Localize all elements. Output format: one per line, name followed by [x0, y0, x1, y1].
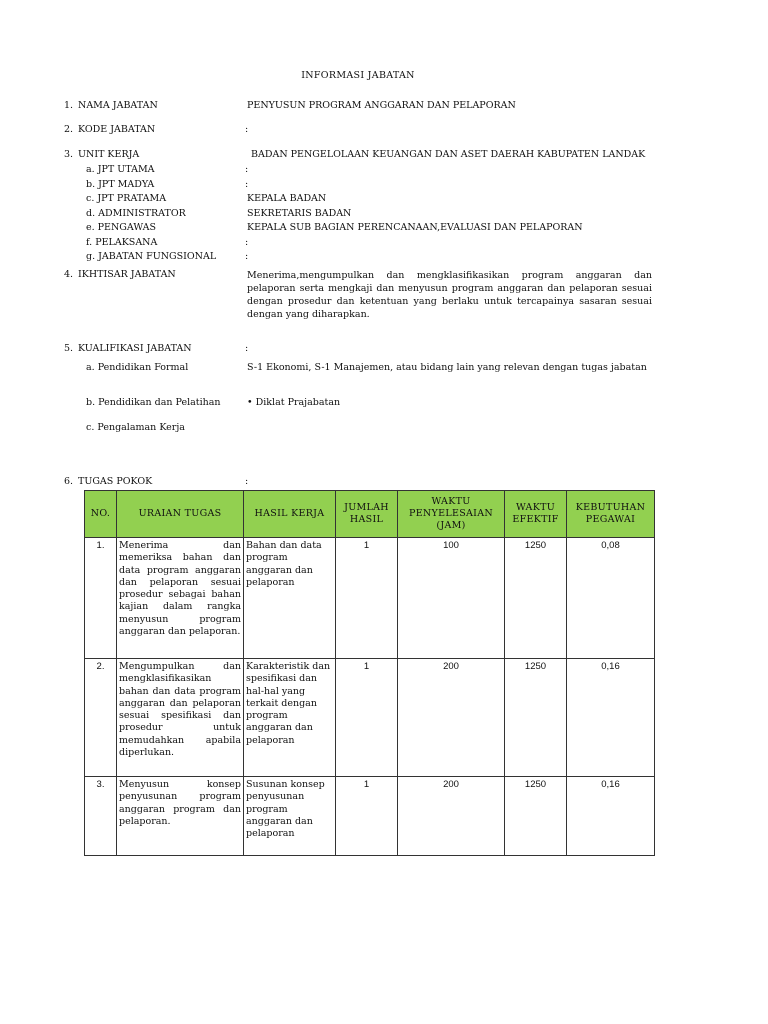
header-hasil-kerja: HASIL KERJA — [244, 491, 336, 538]
table-row — [85, 659, 655, 777]
header-waktu-penyelesaian: WAKTU PENYELESAIAN (JAM) — [398, 491, 505, 538]
unit-item-label: a. JPT UTAMA — [86, 164, 155, 175]
section-1-value: PENYUSUN PROGRAM ANGGARAN DAN PELAPORAN — [247, 100, 516, 111]
unit-item-colon: : — [245, 251, 249, 262]
unit-item-value: KEPALA BADAN — [247, 193, 327, 204]
section-3-number: 3. — [64, 149, 74, 160]
header-waktu-efektif: WAKTU EFEKTIF — [505, 491, 567, 538]
main-duties-table — [84, 490, 655, 856]
section-4-label: IKHTISAR JABATAN — [78, 269, 176, 280]
unit-item-label: f. PELAKSANA — [86, 237, 158, 248]
header-kebutuhan-pegawai: KEBUTUHAN PEGAWAI — [567, 491, 655, 538]
header-jumlah-hasil: JUMLAH HASIL — [336, 491, 398, 538]
section-3-label: UNIT KERJA — [78, 149, 140, 160]
section-6-colon: : — [245, 476, 249, 487]
cell-jumlah: 1 — [336, 538, 398, 659]
section-1-number: 1. — [64, 100, 74, 111]
section-5-colon: : — [245, 343, 249, 354]
unit-item-colon: : — [245, 179, 249, 190]
cell-no: 1. — [85, 538, 117, 659]
table-row — [85, 777, 655, 856]
table-row — [85, 538, 655, 659]
cell-kebutuhan: 0,08 — [567, 538, 655, 659]
job-summary-text: Menerima,mengumpulkan dan mengklasifikasikan program anggaran dan pelaporan serta mengkaji dan menyusun program anggaran dan pelaporan sesuai dengan prosedur dan ketentuan yang berlaku untuk tercapainya sasaran sesuai dengan yang diharapkan. — [247, 270, 652, 320]
cell-jumlah: 1 — [336, 659, 398, 777]
cell-kebutuhan: 0,16 — [567, 777, 655, 856]
cell-no: 3. — [85, 777, 117, 856]
unit-item-label: d. ADMINISTRATOR — [86, 208, 186, 219]
cell-efektif: 1250 — [505, 777, 567, 856]
cell-waktu: 100 — [398, 538, 505, 659]
cell-hasil: Karakteristik dan spesifikasi dan hal-hal yang terkait dengan program anggaran dan pelaporan — [244, 659, 336, 777]
section-2-label: KODE JABATAN — [78, 124, 156, 135]
qualification-value: • Diklat Prajabatan — [247, 397, 341, 408]
unit-item-label: c. JPT PRATAMA — [86, 193, 167, 204]
cell-hasil: Bahan dan data program anggaran dan pelaporan — [244, 538, 336, 659]
unit-item-colon: : — [245, 237, 249, 248]
unit-item-label: b. JPT MADYA — [86, 179, 155, 190]
cell-hasil: Susunan konsep penyusunan program anggaran dan pelaporan — [244, 777, 336, 856]
section-6-label: TUGAS POKOK — [78, 476, 153, 487]
section-1-label: NAMA JABATAN — [78, 100, 158, 111]
unit-item-colon: : — [245, 164, 249, 175]
cell-waktu: 200 — [398, 659, 505, 777]
header-no: NO. — [85, 491, 117, 538]
section-4-number: 4. — [64, 269, 74, 280]
cell-jumlah: 1 — [336, 777, 398, 856]
header-uraian-tugas: URAIAN TUGAS — [117, 491, 244, 538]
document-title: INFORMASI JABATAN — [301, 70, 415, 81]
cell-uraian: Menyusun konsep penyusunan program anggaran program dan pelaporan. — [117, 777, 244, 856]
cell-kebutuhan: 0,16 — [567, 659, 655, 777]
qualification-label: c. Pengalaman Kerja — [86, 422, 185, 433]
cell-no: 2. — [85, 659, 117, 777]
qualification-label: b. Pendidikan dan Pelatihan — [86, 397, 221, 408]
unit-item-value: SEKRETARIS BADAN — [247, 208, 352, 219]
section-5-number: 5. — [64, 343, 74, 354]
unit-item-label: g. JABATAN FUNGSIONAL — [86, 251, 217, 262]
unit-item-value: KEPALA SUB BAGIAN PERENCANAAN,EVALUASI DAN PELAPORAN — [247, 222, 583, 233]
unit-item-label: e. PENGAWAS — [86, 222, 157, 233]
section-2-number: 2. — [64, 124, 74, 135]
cell-uraian: Menerima dan memeriksa bahan dan data program anggaran dan pelaporan sesuai prosedur sebagai bahan kajian dalam rangka menyusun program anggaran dan pelaporan. — [117, 538, 244, 659]
cell-efektif: 1250 — [505, 659, 567, 777]
qualification-label: a. Pendidikan Formal — [86, 362, 189, 373]
section-2-colon: : — [245, 124, 249, 135]
section-6-number: 6. — [64, 476, 74, 487]
cell-efektif: 1250 — [505, 538, 567, 659]
qualification-value: S-1 Ekonomi, S-1 Manajemen, atau bidang lain yang relevan dengan tugas jabatan — [247, 362, 647, 373]
cell-waktu: 200 — [398, 777, 505, 856]
section-5-label: KUALIFIKASI JABATAN — [78, 343, 192, 354]
section-3-value: BADAN PENGELOLAAN KEUANGAN DAN ASET DAERAH KABUPATEN LANDAK — [251, 149, 646, 160]
cell-uraian: Mengumpulkan dan mengklasifikasikan bahan dan data program anggaran dan pelaporan sesuai spesifikasi dan prosedur untuk memudahkan apabila diperlukan. — [117, 659, 244, 777]
table-header-row — [85, 491, 655, 538]
